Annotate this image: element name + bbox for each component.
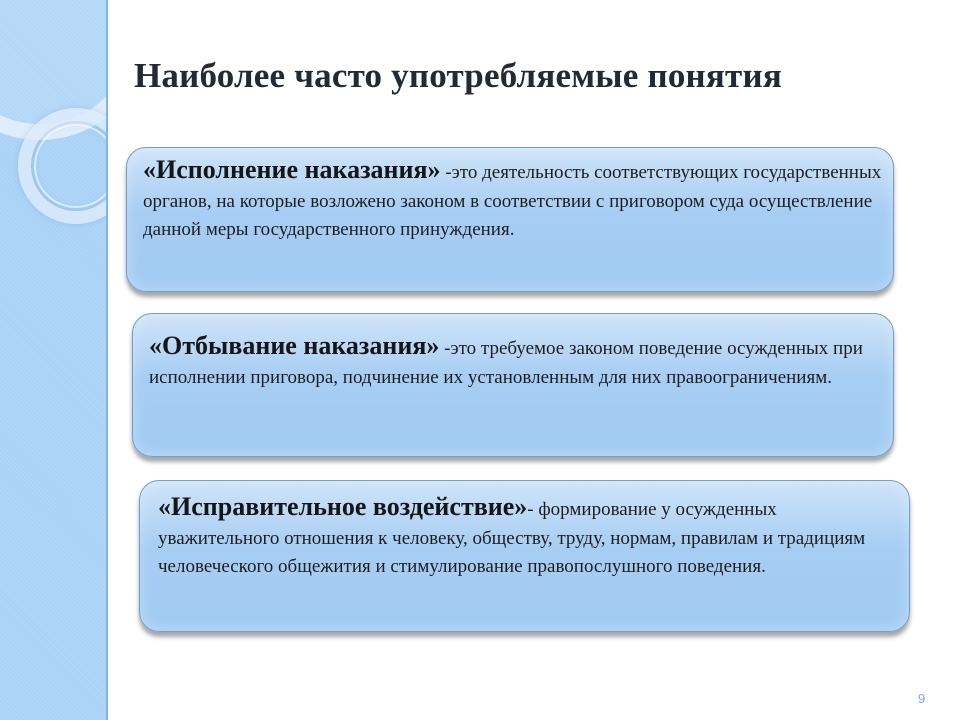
definition-text [158,493,898,582]
definition-body: -это деятельность соответствующих государственных органов, на которые возложено законом в соответствии с приговором суда осуществление данной меры государственного принуждения. [143,162,882,240]
definition-body: - формирование у осужденных уважительного отношения к человеку, обществу, труду, нормам, правилам и традициям человеческого общежития и стимулирование правопослушного поведения. [158,499,866,577]
slide-title: Наиболее часто употребляемые понятия [134,56,782,95]
definition-card-execution-of-punishment [126,147,894,292]
page-number: 9 [918,691,926,706]
definition-text [143,156,883,245]
definition-card-serving-punishment [132,313,894,457]
sidebar-divider [106,0,108,720]
definition-text [149,332,879,392]
definition-body: -это требуемое законом поведение осужденных при исполнении приговора, подчинение их установленным для них правоограничениям. [149,338,863,388]
definition-term: «Исправительное воздействие» [158,492,528,521]
decorative-sidebar [0,0,106,720]
definition-term: «Отбывание наказания» [149,331,440,360]
definition-card-correctional-influence [139,480,910,632]
definition-term: «Исполнение наказания» [143,155,441,184]
